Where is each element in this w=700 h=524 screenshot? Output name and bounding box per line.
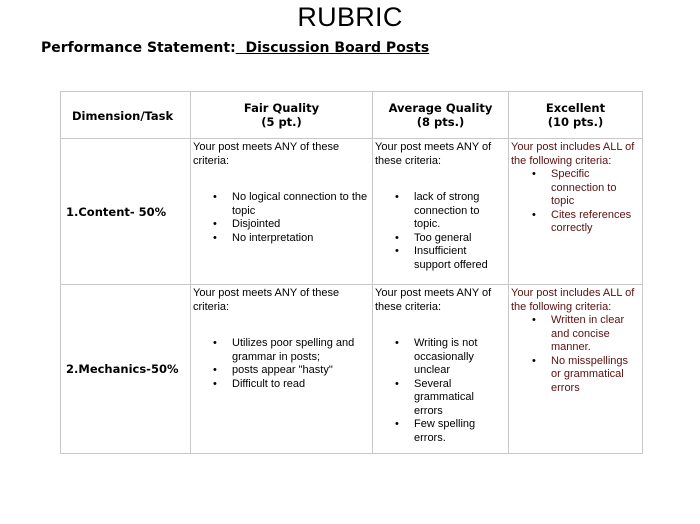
list-item: • No misspellings or grammatical errors <box>551 355 638 396</box>
table-row-content <box>61 139 643 285</box>
mechanics-fair-cell: Your post meets ANY of these criteria: • Utilizes poor spelling and grammar in posts; • posts appear "hasty" • Difficult to read <box>191 285 373 454</box>
content-average-cell: Your post meets ANY of these criteria: • lack of strong connection to topic. • Too general • Insufficient support offered <box>373 139 509 285</box>
row-label-content: 1.Content- 50% <box>61 139 191 285</box>
rubric-table <box>60 91 643 454</box>
list-item: • Cites references correctly <box>551 209 638 236</box>
table-row-mechanics <box>61 285 643 454</box>
performance-statement <box>41 40 429 56</box>
list-item: • No interpretation <box>232 232 372 246</box>
list-item: • Specific connection to topic <box>551 168 638 209</box>
header-row <box>61 92 643 139</box>
list-item: • Written in clear and concise manner. <box>551 314 638 355</box>
header-fair-quality: Fair Quality (5 pt.) <box>191 92 373 139</box>
header-average-quality: Average Quality (8 pts.) <box>373 92 509 139</box>
content-excellent-cell: Your post includes ALL of the following criteria: • Specific connection to topic • Cites references correctly <box>509 139 643 285</box>
statement-label: Performance Statement: <box>41 40 236 56</box>
header-excellent: Excellent (10 pts.) <box>509 92 643 139</box>
list-item: • Difficult to read <box>232 378 372 392</box>
list-item: • Writing is not occasionally unclear <box>414 337 498 378</box>
list-item: • Disjointed <box>232 218 372 232</box>
page-title: RUBRIC <box>297 2 403 32</box>
list-item: • posts appear "hasty" <box>232 364 372 378</box>
statement-value: Discussion Board Posts <box>245 40 430 56</box>
list-item: • Several grammatical errors <box>414 378 498 419</box>
list-item: • No logical connection to the topic <box>232 191 372 218</box>
list-item: • Few spelling errors. <box>414 418 498 445</box>
mechanics-excellent-cell: Your post includes ALL of the following criteria: • Written in clear and concise manner. • No misspellings or grammatical errors <box>509 285 643 454</box>
content-fair-cell: Your post meets ANY of these criteria: • No logical connection to the topic • Disjointed • No interpretation <box>191 139 373 285</box>
list-item: • Insufficient support offered <box>414 245 498 272</box>
list-item: • Utilizes poor spelling and grammar in posts; <box>232 337 372 364</box>
list-item: • lack of strong connection to topic. <box>414 191 498 232</box>
header-dimension: Dimension/Task <box>61 92 191 139</box>
list-item: • Too general <box>414 232 498 246</box>
mechanics-average-cell: Your post meets ANY of these criteria: • Writing is not occasionally unclear • Several grammatical errors • Few spelling errors. <box>373 285 509 454</box>
row-label-mechanics: 2.Mechanics-50% <box>61 285 191 454</box>
